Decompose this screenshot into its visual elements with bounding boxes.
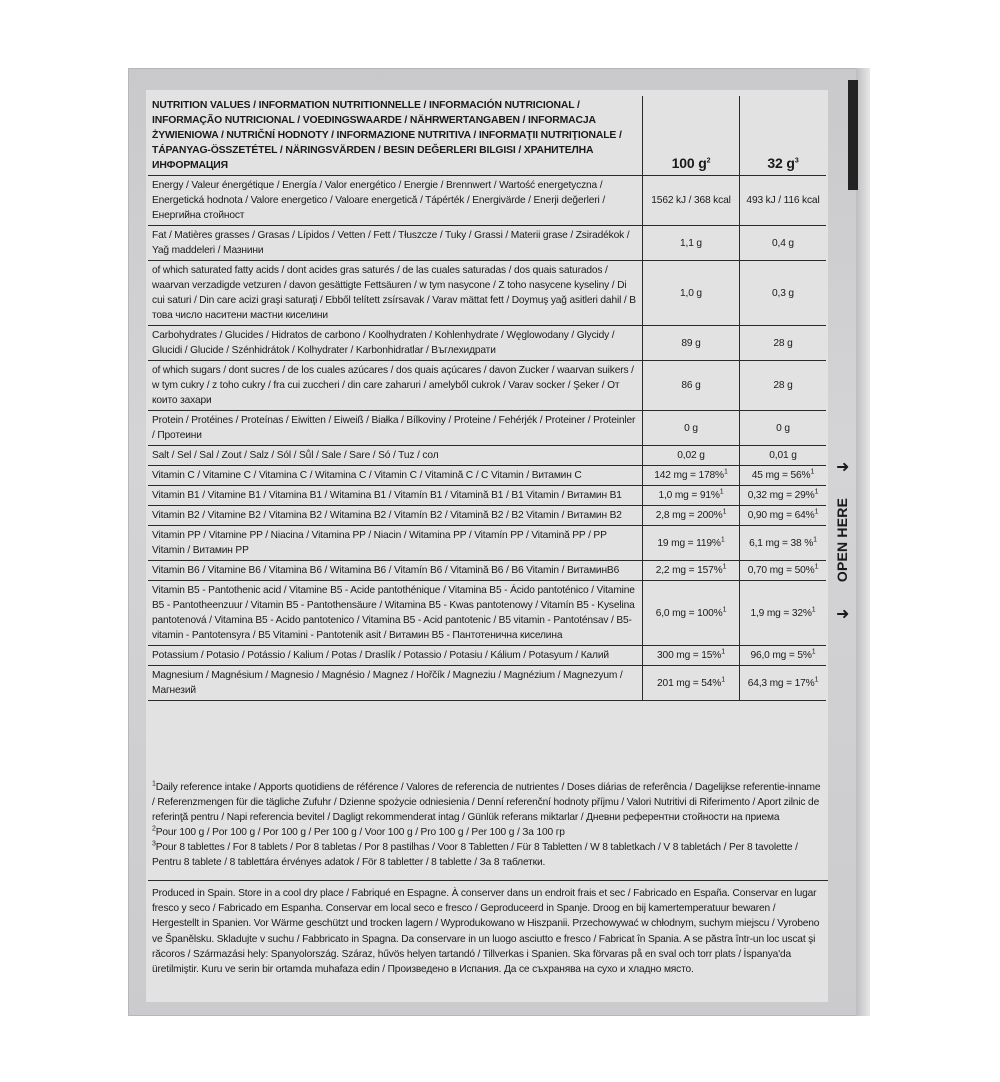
table-row — [148, 446, 826, 466]
value-per-100g: 19 mg = 119%$^1$ — [643, 526, 740, 561]
table-row — [148, 176, 826, 226]
value-per-100g: 2,8 mg = 200%$^1$ — [643, 506, 740, 526]
value-per-100g: 142 mg = 178%$^1$ — [643, 466, 740, 486]
value-per-100g: 0 g — [643, 411, 740, 446]
table-row — [148, 581, 826, 646]
nutrient-label: Carbohydrates / Glucides / Hidratos de carbono / Koolhydraten / Kohlenhydrate / Węglowodany / Glycidy / Glucidi / Glucide / Szénhidrátok / Kolhydrater / Karbonhidratlar / Въглехидрати — [148, 326, 643, 361]
value-per-32g: 0,90 mg = 64%$^1$ — [740, 506, 827, 526]
table-row — [148, 361, 826, 411]
value-per-100g: 6,0 mg = 100%$^1$ — [643, 581, 740, 646]
value-per-100g: 86 g — [643, 361, 740, 411]
value-per-100g: 1562 kJ / 368 kcal — [643, 176, 740, 226]
nutrient-label: Vitamin B6 / Vitamine B6 / Vitamina B6 / Witamina B6 / Vitamín B6 / Vitamină B6 / B6 Vitamin / ВитаминВ6 — [148, 561, 643, 581]
value-per-100g: 300 mg = 15%$^1$ — [643, 646, 740, 666]
value-per-32g: 0,70 mg = 50%$^1$ — [740, 561, 827, 581]
value-per-32g: 1,9 mg = 32%$^1$ — [740, 581, 827, 646]
value-per-100g: 201 mg = 54%$^1$ — [643, 666, 740, 701]
table-row — [148, 411, 826, 446]
nutrient-label: Vitamin PP / Vitamine PP / Niacina / Vitamina PP / Niacin / Witamina PP / Vitamín PP / Vitamină PP / PP Vitamin / Витамин PP — [148, 526, 643, 561]
open-here-tab[interactable] — [832, 460, 856, 625]
nutrient-label: Vitamin B1 / Vitamine B1 / Vitamina B1 / Witamina B1 / Vitamín B1 / Vitamină B1 / B1 Vitamin / Витамин В1 — [148, 486, 643, 506]
value-per-32g: 28 g — [740, 326, 827, 361]
footnotes — [152, 780, 824, 870]
footnote-1: $^1$Daily reference intake / Apports quotidiens de référence / Valores de referencia de nutrientes / Doses diárias de referência / Dagelijkse referentie-inname / Referenzmengen für die tägliche Zufuhr / Dzienne spożycie odniesienia / Denní referenční hodnoty příjmu / Valori Nutritivi di Riferimento / Aport zilnic de referinţă pentru / Napi referencia bevitel / Dagligt rekommenderat intag / Günlük referans miktarlar / Дневни референтни стойности на приема — [152, 780, 821, 823]
value-per-32g: 0,3 g — [740, 261, 827, 326]
nutrient-label: Vitamin B2 / Vitamine B2 / Vitamina B2 / Witamina B2 / Vitamín B2 / Vitamină B2 / B2 Vitamin / Витамин В2 — [148, 506, 643, 526]
value-per-100g: 1,0 g — [643, 261, 740, 326]
table-row — [148, 561, 826, 581]
open-here-label: OPEN HERE — [834, 497, 850, 583]
value-per-32g: 0,4 g — [740, 226, 827, 261]
table-row — [148, 226, 826, 261]
table-row — [148, 261, 826, 326]
table-row — [148, 506, 826, 526]
arrow-right-icon: ➜ — [836, 459, 850, 476]
value-per-32g: 64,3 mg = 17%$^1$ — [740, 666, 827, 701]
nutrient-label: Protein / Protéines / Proteínas / Eiwitten / Eiweiß / Białka / Bílkoviny / Proteine / Fehérjék / Proteiner / Proteinler / Протеини — [148, 411, 643, 446]
value-per-32g: 493 kJ / 116 kcal — [740, 176, 827, 226]
nutrient-label: Vitamin C / Vitamine C / Vitamina C / Witamina C / Vitamin C / Vitamină C / C Vitamin / Витамин С — [148, 466, 643, 486]
nutrient-label: Potassium / Potasio / Potássio / Kalium / Potas / Draslík / Potassio / Potasiu / Kálium / Potasyum / Калий — [148, 646, 643, 666]
table-row — [148, 666, 826, 701]
table-row — [148, 526, 826, 561]
nutrient-label: Vitamin B5 - Pantothenic acid / Vitamine B5 - Acide pantothénique / Vitamina B5 - Ácido pantoténico / Vitamine B5 - Pantotheenzuur / Vitamin B5 - Pantothensäure / Witamina B5 - Kwas pantotenowy / Vitamín B5 - Kyselina pantotenová / Vitamina B5 - Acido pantotenico / Vitamina B5 - Acid pantotenic / B5 vitamin - Pantoténsav / B5-vitamin - Pantotensyra / B5 Vitamini - Pantotenik asit / Витамин В5 - Пантотенична киселина — [148, 581, 643, 646]
nutrient-label: Salt / Sel / Sal / Zout / Salz / Sól / Sůl / Sale / Sare / Só / Tuz / сол — [148, 446, 643, 466]
value-per-32g: 96,0 mg = 5%$^1$ — [740, 646, 827, 666]
nutrient-label: Fat / Matières grasses / Grasas / Lípidos / Vetten / Fett / Tłuszcze / Tuky / Grassi / Materii grase / Zsiradékok / Yağ maddeleri / Мазнини — [148, 226, 643, 261]
nutrient-label: Magnesium / Magnésium / Magnesio / Magnésio / Magnez / Hořčík / Magneziu / Magnézium / Magnezyum / Магнезий — [148, 666, 643, 701]
value-per-100g: 2,2 mg = 157%$^1$ — [643, 561, 740, 581]
production-storage-text: Produced in Spain. Store in a cool dry place / Fabriqué en Espagne. À conserver dans un endroit frais et sec / Fabricado en España. Conservar en lugar fresco y seco / Fabricado em Espanha. Conservar em local seco e fresco / Geproduceerd in Spanje. Droog en bij kamertemperatuur bewaren / Hergestellt in Spanien. Vor Wärme geschützt und trocken lagern / Wyprodukowano w Hiszpanii. Przechowywać w chłodnym, suchym miejscu / Vyrobeno ve Španělsku. Skladujte v suchu / Fabbricato in Spagna. Da conservare in un luogo asciutto e fresco / Fabricat în Spania. A se păstra într-un loc uscat şi răcoros / Származási hely: Spanyolország. Száraz, hűvös helyen tartandó / Tillverkas i Spanien. Ska förvaras på en sval och torr plats / İspanya'da üretilmiştir. Kuru ve serin bir ortamda muhafaza edin / Произведено в Испания. Да се съхранява на сухо и хладно място. — [152, 888, 820, 976]
value-per-32g: 28 g — [740, 361, 827, 411]
value-per-100g: 0,02 g — [643, 446, 740, 466]
footnote-2: $^2$Pour 100 g / Por 100 g / Por 100 g / Per 100 g / Voor 100 g / Pro 100 g / Per 100 g / За 100 гр — [152, 825, 565, 838]
nutrient-label: Energy / Valeur énergétique / Energía / Valor energético / Energie / Brennwert / Wartość energetyczna / Energetická hodnota / Valore energetico / Valoare energetică / Tápérték / Energivärde / Enerji değerleri / Енергийна стойност — [148, 176, 643, 226]
value-per-100g: 89 g — [643, 326, 740, 361]
header-per-32g: 32 $g^3$ — [740, 96, 827, 176]
table-row — [148, 646, 826, 666]
value-per-100g: 1,0 mg = 91%$^1$ — [643, 486, 740, 506]
nutrient-label: of which saturated fatty acids / dont acides gras saturés / de las cuales saturadas / dos quais saturados / waarvan verzadigde vetzuren / davon gesättigte Fettsäuren / w tym nasycone / Z toho nasycene kyseliny / Di cui saturi / Din care acizi graşi saturaţi / Ebből telített zsírsavak / Varav mättat fett / Doymuş yağ asitleri dahil / В това число наситени мастни киселини — [148, 261, 643, 326]
section-divider — [148, 880, 828, 881]
value-per-32g: 0 g — [740, 411, 827, 446]
nutrition-table — [148, 96, 826, 701]
table-header-row — [148, 96, 826, 176]
header-per-100g: 100 $g^2$ — [643, 96, 740, 176]
table-row — [148, 466, 826, 486]
value-per-32g: 0,01 g — [740, 446, 827, 466]
header-label: NUTRITION VALUES / INFORMATION NUTRITIONNELLE / INFORMACIÓN NUTRICIONAL / INFORMAÇÃO NUTRICIONAL / VOEDINGSWAARDE / NÄHRWERTANGABEN / INFORMACJA ŻYWIENIOWA / NUTRIČNÍ HODNOTY / INFORMAZIONE NUTRITIVA / INFORMAŢII NUTRIŢIONALE / TÁPANYAG-ÖSSZETÉTEL / NÄRINGSVÄRDEN / BESIN DEĞERLERI BILGISI / ХРАНИТЕЛНА ИНФОРМАЦИЯ — [148, 96, 643, 176]
package-side-edge — [856, 68, 870, 1016]
value-per-100g: 1,1 g — [643, 226, 740, 261]
footnote-3: $^3$Pour 8 tablettes / For 8 tablets / Por 8 tabletas / Por 8 pastilhas / Voor 8 Tabletten / Für 8 Tabletten / W 8 tabletkach / V 8 tabletách / Per 8 tavolette / Pentru 8 tablete / 8 tablettára érvényes adatok / För 8 tabletter / 8 tablette / За 8 таблетки. — [152, 840, 798, 868]
table-row — [148, 486, 826, 506]
nutrient-label: of which sugars / dont sucres / de los cuales azúcares / dos quais açúcares / davon Zucker / waarvan suikers / w tym cukry / z toho cukry / fra cui zuccheri / din care zaharuri / amelyből cukrok / Varav socker / Şeker / От които захари — [148, 361, 643, 411]
package-dark-edge — [848, 80, 858, 190]
arrow-right-icon: ➜ — [836, 606, 850, 623]
table-row — [148, 326, 826, 361]
value-per-32g: 45 mg = 56%$^1$ — [740, 466, 827, 486]
value-per-32g: 6,1 mg = 38 %$^1$ — [740, 526, 827, 561]
value-per-32g: 0,32 mg = 29%$^1$ — [740, 486, 827, 506]
